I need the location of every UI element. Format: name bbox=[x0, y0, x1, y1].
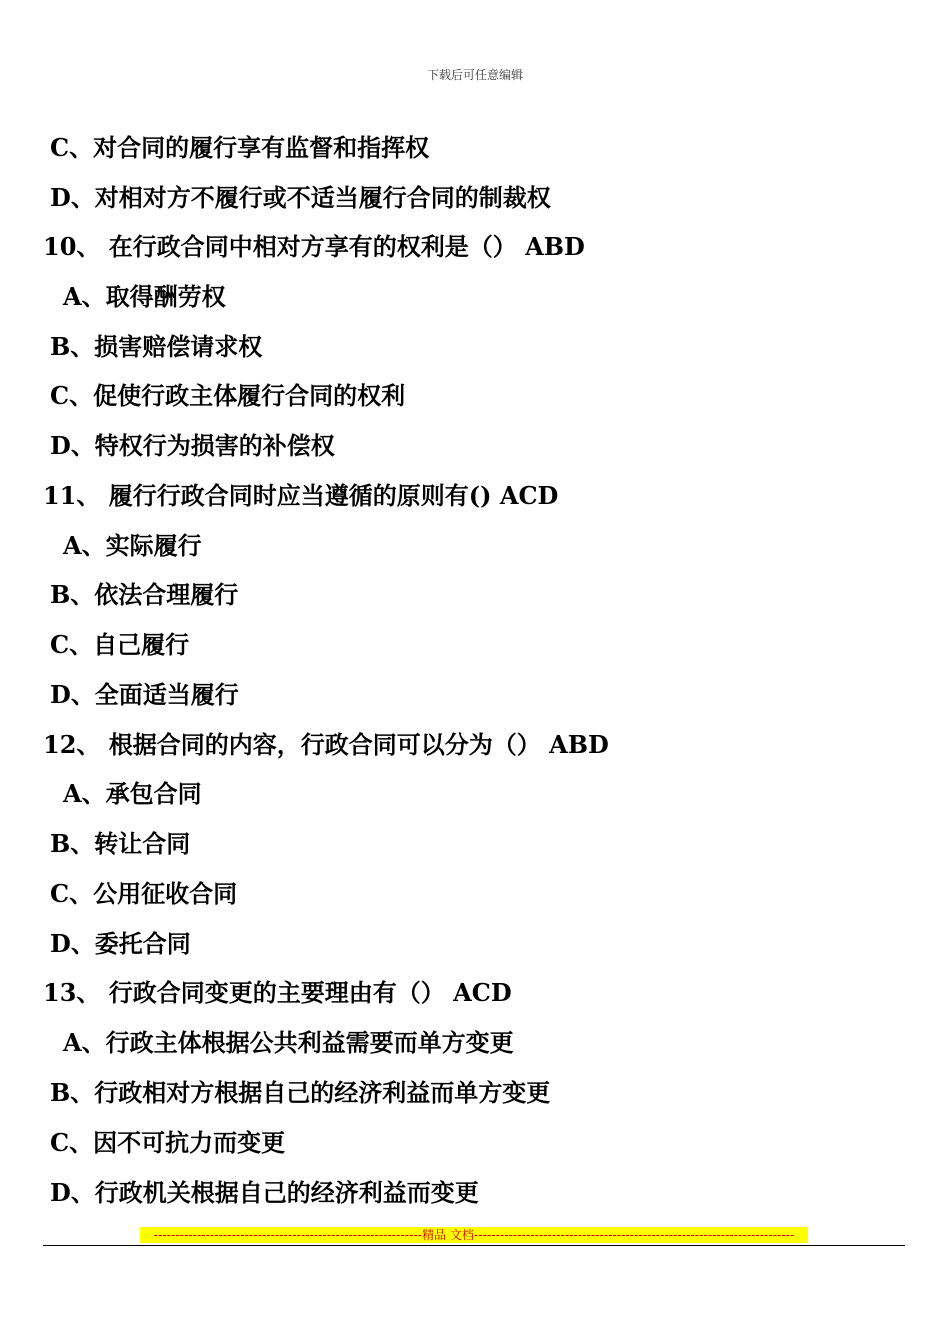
question-line: 13、 行政合同变更的主要理由有（） ACD bbox=[43, 978, 512, 1007]
footer-divider bbox=[43, 1245, 905, 1246]
footer-banner: --------------------------------------------------------------精品 文档-------------------------------------------------------------------------- bbox=[140, 1227, 808, 1243]
option-line: A、行政主体根据公共利益需要而单方变更 bbox=[63, 1028, 514, 1057]
option-line: A、承包合同 bbox=[63, 779, 202, 808]
option-line: A、实际履行 bbox=[63, 531, 202, 560]
option-line: D、特权行为损害的补偿权 bbox=[50, 431, 335, 460]
option-line: B、依法合理履行 bbox=[50, 580, 239, 609]
option-line: C、因不可抗力而变更 bbox=[50, 1128, 286, 1157]
option-line: D、委托合同 bbox=[50, 929, 191, 958]
option-line: D、全面适当履行 bbox=[50, 680, 239, 709]
option-line: D、对相对方不履行或不适当履行合同的制裁权 bbox=[50, 183, 551, 212]
option-line: D、行政机关根据自己的经济利益而变更 bbox=[50, 1178, 479, 1207]
option-line: B、转让合同 bbox=[50, 829, 191, 858]
question-line: 10、 在行政合同中相对方享有的权利是（） ABD bbox=[43, 232, 585, 261]
page-header-note: 下载后可任意编辑 bbox=[426, 68, 523, 82]
option-line: A、取得酬劳权 bbox=[63, 282, 226, 311]
option-line: C、自己履行 bbox=[50, 630, 190, 659]
option-line: B、行政相对方根据自己的经济利益而单方变更 bbox=[50, 1078, 551, 1107]
option-line: C、公用征收合同 bbox=[50, 879, 238, 908]
option-line: C、对合同的履行享有监督和指挥权 bbox=[50, 133, 430, 162]
question-line: 11、 履行行政合同时应当遵循的原则有() ACD bbox=[43, 481, 559, 510]
option-line: C、促使行政主体履行合同的权利 bbox=[50, 381, 406, 410]
question-line: 12、 根据合同的内容，行政合同可以分为（） ABD bbox=[43, 730, 609, 759]
option-line: B、损害赔偿请求权 bbox=[50, 332, 263, 361]
